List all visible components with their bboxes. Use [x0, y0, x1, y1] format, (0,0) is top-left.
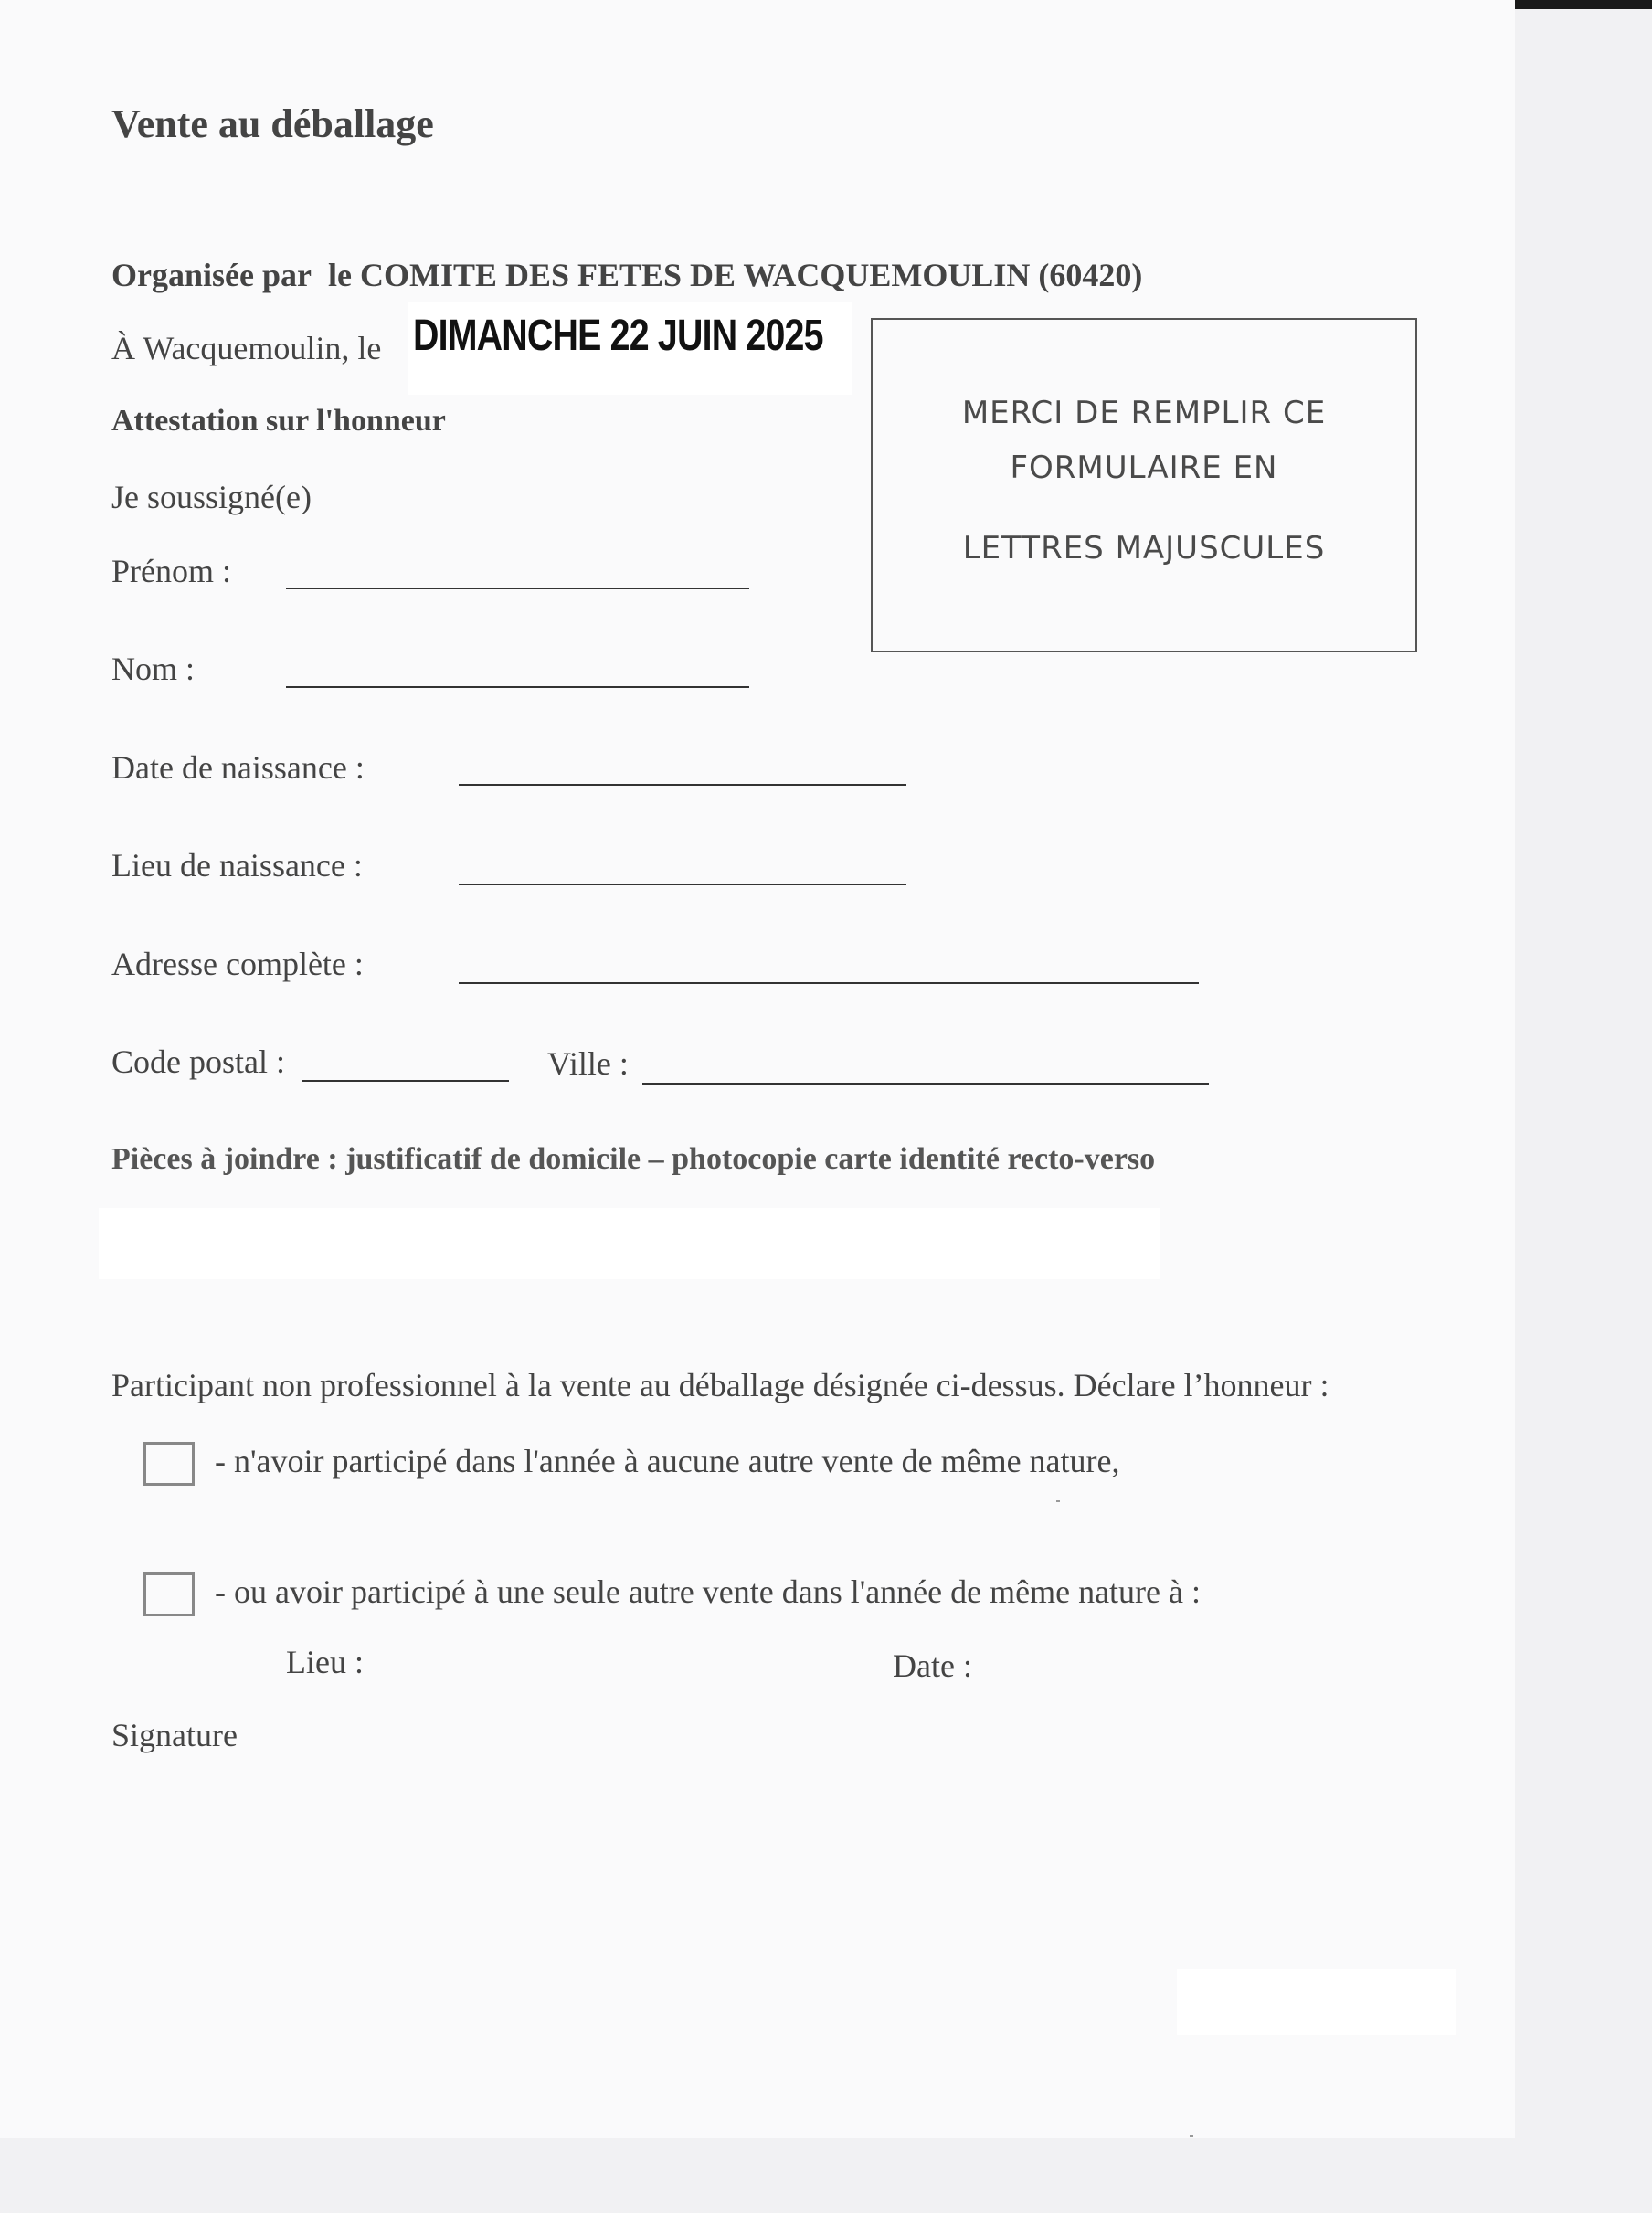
form-title: Vente au déballage [111, 101, 434, 146]
last-name-field[interactable] [286, 686, 749, 688]
scan-edge [1515, 0, 1652, 9]
capital-letters-notice [871, 318, 1417, 652]
birth-date-field[interactable] [459, 784, 906, 786]
postal-code-label: Code postal : [111, 1043, 285, 1080]
last-name-label: Nom : [111, 651, 196, 687]
organizer-line [111, 256, 1142, 294]
scan-speck [1056, 1500, 1060, 1502]
attestation-heading: Attestation sur l'honneur [111, 404, 446, 438]
undersigned-label: Je soussigné(e) [111, 479, 312, 515]
location-prefix: À Wacquemoulin, le [111, 330, 382, 366]
option-2-label: - ou avoir participé à une seule autre vente dans l'année de même nature à : [215, 1573, 1201, 1610]
blank-strip [99, 1208, 1160, 1279]
notice-line-2: FORMULAIRE EN [1010, 450, 1278, 486]
notice-line-1: MERCI DE REMPLIR CE [961, 395, 1327, 431]
signature-label: Signature [111, 1717, 238, 1753]
postal-code-field[interactable] [302, 1080, 509, 1082]
address-field[interactable] [459, 982, 1199, 984]
blank-patch [1177, 1969, 1456, 2035]
scan-speck [1190, 2135, 1193, 2137]
declaration-intro: Participant non professionnel à la vente au déballage désignée ci-dessus. Déclare l’honneur : [111, 1367, 1329, 1403]
date-label: Date : [893, 1647, 972, 1684]
option-2-checkbox[interactable] [143, 1572, 195, 1616]
first-name-label: Prénom : [111, 553, 231, 589]
birth-place-field[interactable] [459, 884, 906, 885]
notice-line-3: LETTRES MAJUSCULES [962, 530, 1326, 566]
city-label: Ville : [547, 1045, 629, 1082]
option-1-checkbox[interactable] [143, 1442, 195, 1486]
address-label: Adresse complète : [111, 946, 364, 982]
organizer-name: le COMITE DES FETES DE WACQUEMOULIN (60420) [327, 257, 1143, 293]
organizer-prefix: Organisée par [111, 257, 312, 293]
place-label: Lieu : [286, 1644, 364, 1680]
attachments-note: Pièces à joindre : justificatif de domicile – photocopie carte identité recto-verso [111, 1142, 1156, 1176]
birth-date-label: Date de naissance : [111, 749, 365, 786]
event-date: DIMANCHE 22 JUIN 2025 [413, 312, 823, 360]
first-name-field[interactable] [286, 588, 749, 589]
city-field[interactable] [642, 1083, 1209, 1085]
option-1-label: - n'avoir participé dans l'année à aucune autre vente de même nature, [215, 1443, 1120, 1479]
birth-place-label: Lieu de naissance : [111, 847, 363, 884]
